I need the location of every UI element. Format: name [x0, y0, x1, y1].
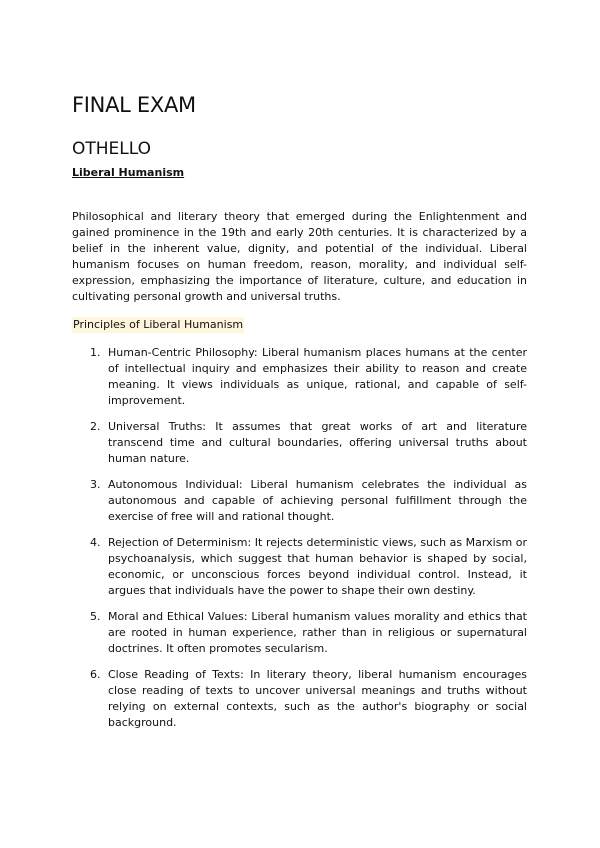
principles-list	[72, 345, 527, 741]
list-item	[72, 535, 527, 599]
list-item-text: Rejection of Determinism: It rejects deterministic views, such as Marxism or psychoanalysis, which suggest that human behavior is shaped by social, economic, or unconscious forces beyond individual control. Instead, it argues that individuals have the power to shape their own destiny.	[108, 536, 527, 597]
list-item-number: 5.	[90, 610, 101, 623]
list-item	[72, 667, 527, 731]
list-item	[72, 609, 527, 657]
section-heading: Liberal Humanism	[72, 166, 185, 179]
list-item-number: 4.	[90, 536, 101, 549]
principles-heading: Principles of Liberal Humanism	[73, 318, 244, 331]
intro-paragraph: Philosophical and literary theory that emerged during the Enlightenment and gained prominence in the 19th and early 20th centuries. It is characterized by a belief in the inherent value, dignity, and potential of the individual. Liberal humanism focuses on human freedom, reason, morality, and individual self-expression, emphasizing the importance of literature, culture, and education in cultivating personal growth and universal truths.	[72, 210, 527, 303]
document-subtitle: OTHELLO	[72, 139, 152, 159]
list-item-text: Close Reading of Texts: In literary theory, liberal humanism encourages close reading of texts to uncover universal meanings and truths without relying on external contexts, such as the author's biography or social background.	[108, 668, 527, 729]
list-item-text: Autonomous Individual: Liberal humanism celebrates the individual as autonomous and capable of achieving personal fulfillment through the exercise of free will and rational thought.	[108, 478, 527, 523]
list-item-text: Universal Truths: It assumes that great works of art and literature transcend time and cultural boundaries, offering universal truths about human nature.	[108, 420, 527, 465]
list-item-number: 3.	[90, 478, 101, 491]
list-item	[72, 419, 527, 467]
list-item-text: Moral and Ethical Values: Liberal humanism values morality and ethics that are rooted in human experience, rather than in religious or supernatural doctrines. It often promotes secularism.	[108, 610, 527, 655]
list-item-number: 2.	[90, 420, 101, 433]
list-item	[72, 345, 527, 409]
document-title: FINAL EXAM	[72, 93, 196, 117]
list-item-number: 6.	[90, 668, 101, 681]
list-item	[72, 477, 527, 525]
list-item-number: 1.	[90, 346, 101, 359]
list-item-text: Human-Centric Philosophy: Liberal humanism places humans at the center of intellectual inquiry and emphasizes their ability to reason and create meaning. It views individuals as unique, rational, and capable of self-improvement.	[108, 346, 527, 407]
